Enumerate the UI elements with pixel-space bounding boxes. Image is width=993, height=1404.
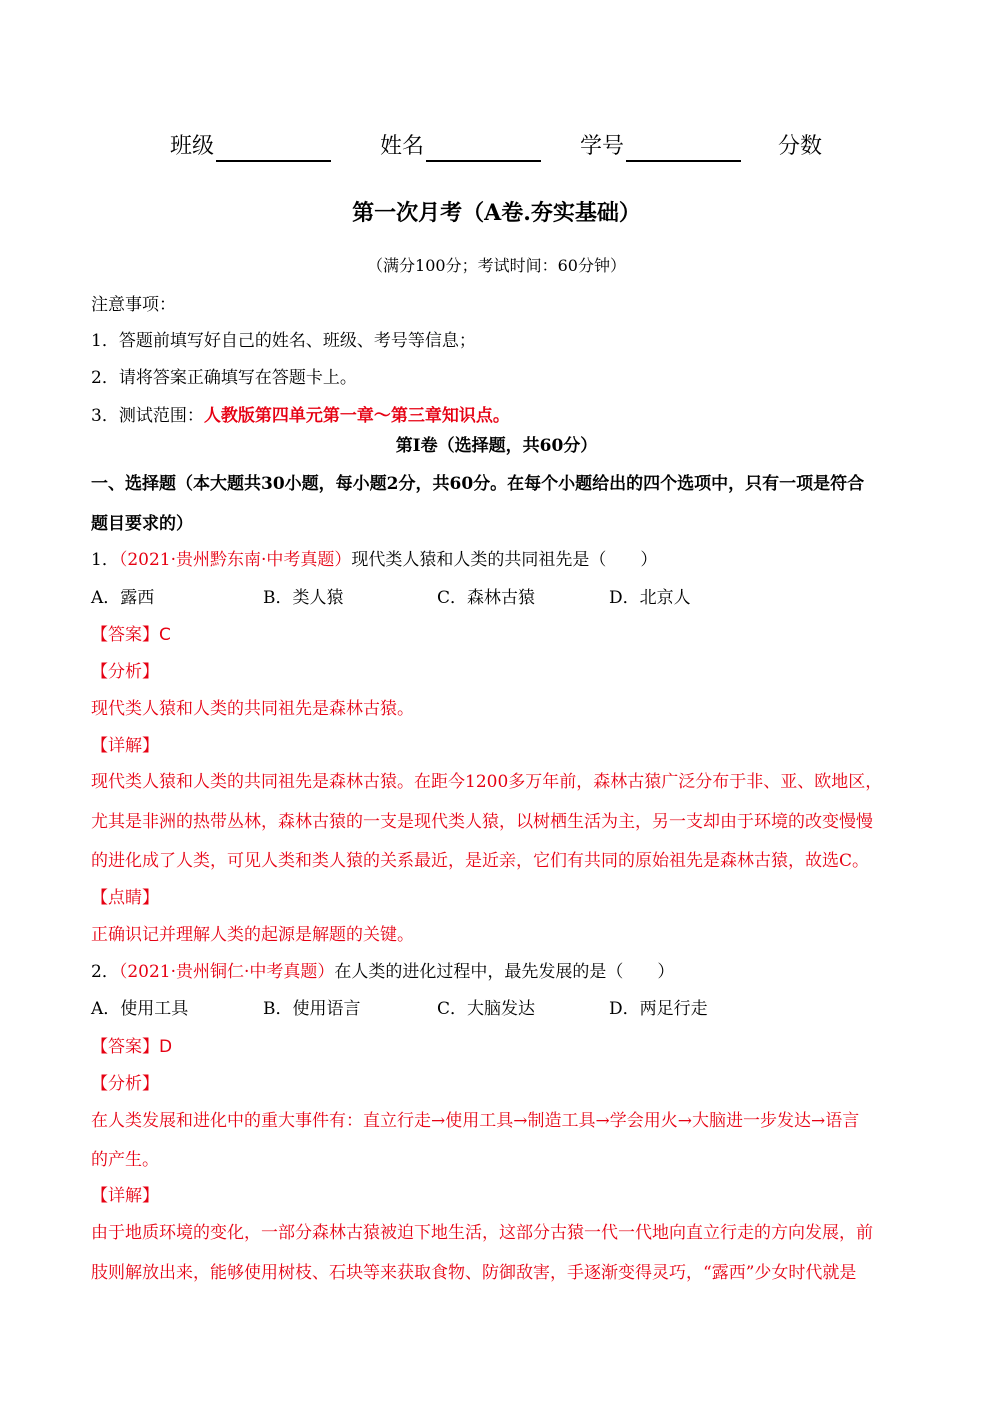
note-item-3 [91, 406, 898, 426]
student-id-blank[interactable] [626, 136, 741, 162]
question-1-number: 1． [91, 550, 119, 570]
question-1-answer-value: C [159, 625, 171, 645]
question-1-analysis: 现代类人猿和人类的共同祖先是森林古猿。 [91, 699, 414, 719]
question-2-answer-value: D [159, 1037, 173, 1057]
section-instruction-line2: 题目要求的） [91, 514, 193, 534]
question-1-analysis-label: 【分析】 [91, 662, 159, 682]
question-2-text: 在人类的进化过程中，最先发展的是（ ） [334, 962, 675, 982]
note-item-3-prefix: 3．测试范围： [91, 406, 204, 426]
question-2-detail-line2: 肢则解放出来，能够使用树枝、石块等来获取食物、防御敌害，手逐渐变得灵巧，“露西”少女时代就是 [91, 1263, 857, 1283]
score-label: 分数 [778, 134, 823, 159]
name-blank[interactable] [426, 136, 541, 162]
test-range: 人教版第四单元第一章～第三章知识点。 [203, 406, 510, 426]
score-field [778, 132, 822, 162]
question-1-comment: 正确识记并理解人类的起源是解题的关键。 [91, 925, 414, 945]
question-2-detail-line1: 由于地质环境的变化，一部分森林古猿被迫下地生活，这部分古猿一代一代地向直立行走的方向发展，前 [91, 1223, 873, 1243]
student-info-row [0, 132, 993, 162]
class-field [170, 132, 331, 162]
section-instruction-line1: 一、选择题（本大题共30小题，每小题2分，共60分。在每个小题给出的四个选项中，只有一项是符合 [91, 474, 865, 494]
name-field [380, 132, 541, 162]
question-2-analysis-line2: 的产生。 [91, 1150, 159, 1170]
question-1-detail-line3: 的进化成了人类，可见人类和类人猿的关系最近，是近亲，它们有共同的原始祖先是森林古猿，故选C。 [91, 851, 870, 871]
question-2-source: （2021·贵州铜仁·中考真题） [118, 962, 335, 982]
question-1-detail-line1: 现代类人猿和人类的共同祖先是森林古猿。在距今1200多万年前，森林古猿广泛分布于非、亚、欧地区， [91, 772, 883, 792]
question-1-answer-label: 【答案】 [91, 625, 159, 645]
note-item-2: 2．请将答案正确填写在答题卡上。 [91, 368, 357, 388]
name-label: 姓名 [380, 134, 425, 159]
class-blank[interactable] [216, 136, 331, 162]
student-id-field [580, 132, 741, 162]
question-2-answer [91, 1037, 898, 1057]
question-1-option-c[interactable]: C．森林古猿 [437, 588, 536, 608]
class-label: 班级 [170, 134, 215, 159]
question-2-detail-label: 【详解】 [91, 1186, 159, 1206]
question-1-detail-label: 【详解】 [91, 736, 159, 756]
question-1-answer [91, 625, 898, 645]
question-2-option-b[interactable]: B．使用语言 [263, 999, 361, 1019]
note-item-1: 1．答题前填写好自己的姓名、班级、考号等信息； [91, 331, 476, 351]
exam-subtitle: （满分100分；考试时间：60分钟） [367, 256, 626, 275]
question-1-option-a[interactable]: A．露西 [91, 588, 155, 608]
student-id-label: 学号 [580, 134, 625, 159]
question-2-option-d[interactable]: D．两足行走 [609, 999, 708, 1019]
question-2-stem [91, 962, 898, 982]
question-1-source: （2021·贵州黔东南·中考真题） [118, 550, 352, 570]
question-2-number: 2． [91, 962, 119, 982]
question-2-option-a[interactable]: A．使用工具 [91, 999, 189, 1019]
question-1-comment-label: 【点睛】 [91, 888, 159, 908]
section-title: 第I卷（选择题，共60分） [395, 436, 598, 456]
question-2-analysis-label: 【分析】 [91, 1074, 159, 1094]
exam-title: 第一次月考（A卷.夯实基础） [352, 200, 641, 226]
question-1-option-b[interactable]: B．类人猿 [263, 588, 344, 608]
question-1-option-d[interactable]: D．北京人 [609, 588, 691, 608]
question-1-detail-line2: 尤其是非洲的热带丛林，森林古猿的一支是现代类人猿，以树栖生活为主，另一支却由于环境的改变慢慢 [91, 812, 873, 832]
question-2-analysis-line1: 在人类发展和进化中的重大事件有：直立行走→使用工具→制造工具→学会用火→大脑进一步发达→语言 [91, 1111, 860, 1131]
question-1-text: 现代类人猿和人类的共同祖先是（ ） [351, 550, 658, 570]
notes-heading: 注意事项： [91, 295, 176, 315]
question-1-stem [91, 550, 898, 570]
question-2-answer-label: 【答案】 [91, 1037, 159, 1057]
question-2-option-c[interactable]: C．大脑发达 [437, 999, 536, 1019]
